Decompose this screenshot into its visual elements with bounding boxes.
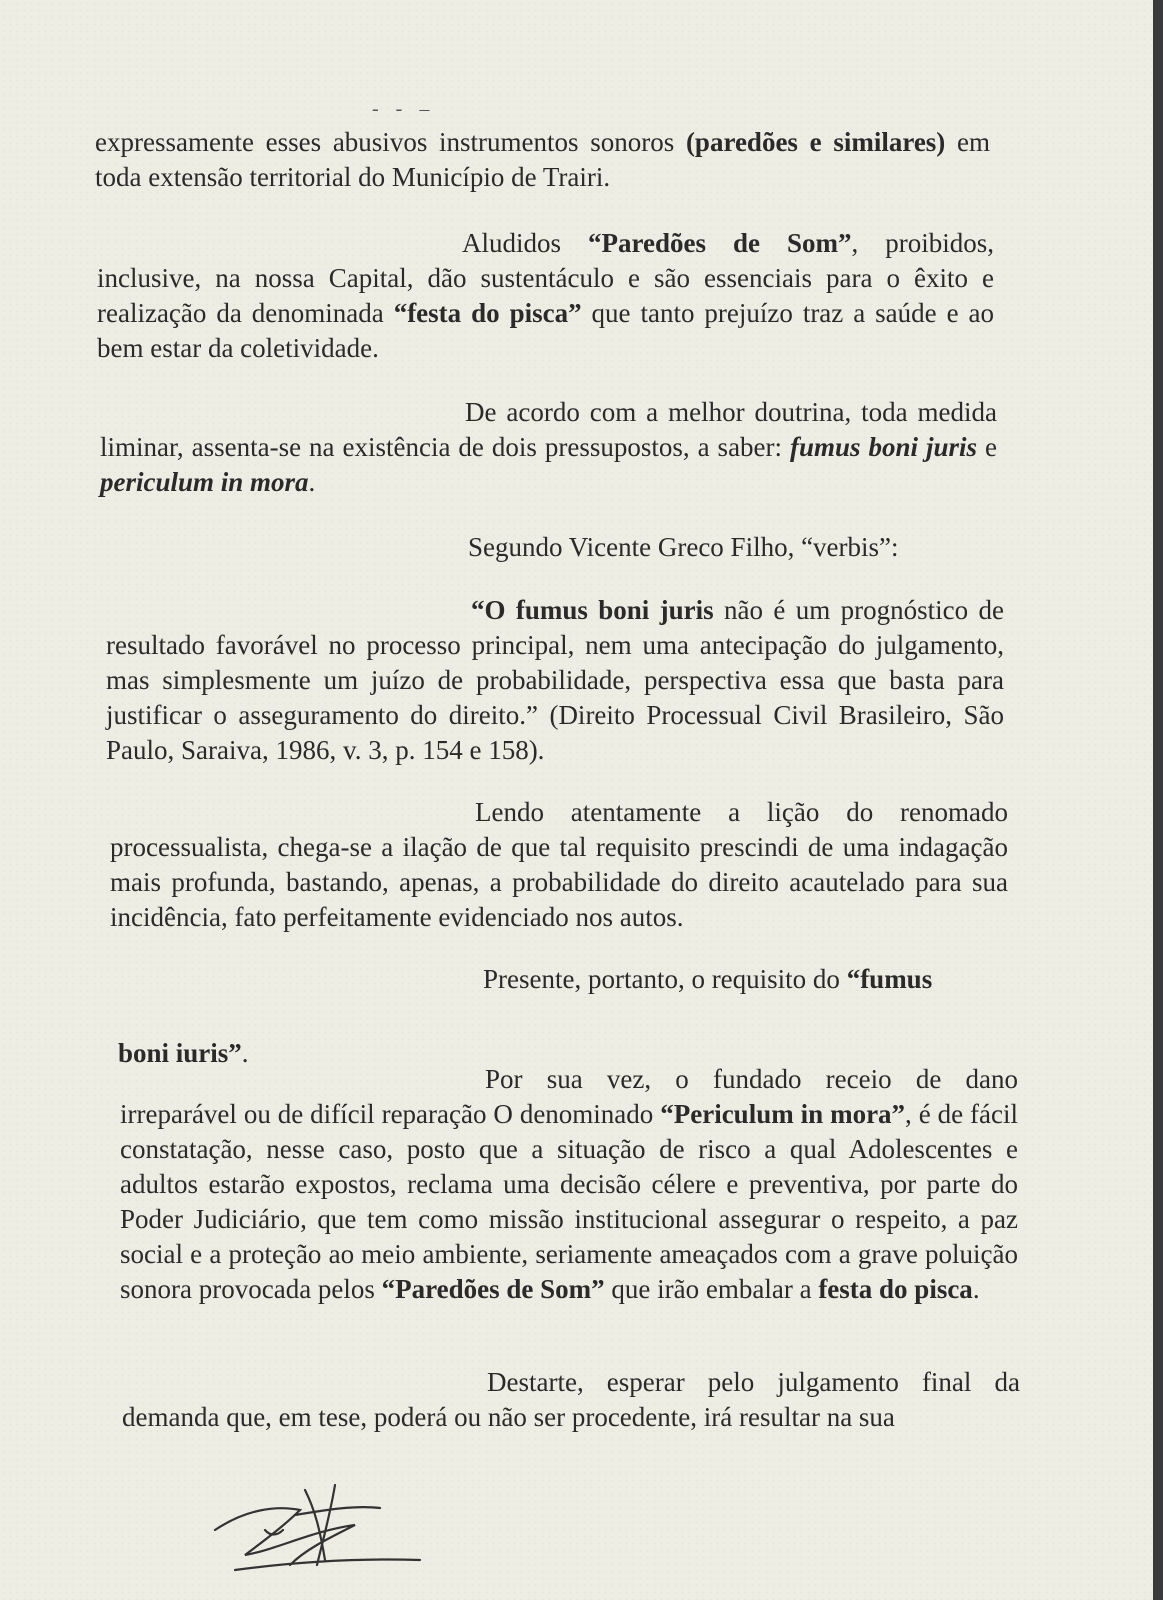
scan-edge [1153,0,1163,1600]
paragraph-8: Por sua vez, o fundado receio de dano irreparável ou de difícil reparação O denominado “Periculum in mora”, é de fácil constatação, nesse caso, posto que a situação de risco a qual Adolescentes e adultos estarão expostos, reclama uma decisão célere e preventiva, por parte do Poder Judiciário, que tem como missão institucional assegurar o respeito, a paz social e a proteção ao meio ambiente, seriamente ameaçados com a grave poluição sonora provocada pelos “Paredões de Som” que irão embalar a festa do pisca. [120,1064,1019,1304]
paragraph-9: Destarte, esperar pelo julgamento final da demanda que, em tese, poderá ou não ser procedente, irá resultar na sua [122,1367,1020,1432]
paragraph-1: expressamente esses abusivos instrumentos sonoros (paredões e similares) em toda extensão territorial do Município de Trairi. [95,127,990,192]
paragraph-3: De acordo com a melhor doutrina, toda medida liminar, assenta-se na existência de dois pressupostos, a saber: fumus boni juris e periculum in mora. [100,397,998,497]
paragraph-6: Lendo atentamente a lição do renomado processualista, chega-se a ilação de que tal requisito prescindi de uma indagação mais profunda, bastando, apenas, a probabilidade do direito acautelado para sua incidência, fato perfeitamente evidenciado nos autos. [110,797,1008,932]
paragraph-7: Presente, portanto, o requisito do “fumus boni iuris”. [118,964,933,1068]
quote-paragraph: “O fumus boni juris não é um prognóstico de resultado favorável no processo principal, nem uma antecipação do julgamento, mas simplesmente um juízo de probabilidade, perspectiva essa que basta para justificar o asseguramento do direito.” (Direito Processual Civil Brasileiro, São Paulo, Saraiva, 1986, v. 3, p. 154 e 158). [106,595,1004,765]
header-dashes: - - – [372,98,436,120]
paragraph-4: Segundo Vicente Greco Filho, “verbis”: [468,532,899,562]
signature-icon [205,1470,435,1580]
paragraph-2: Aludidos “Paredões de Som”, proibidos, inclusive, na nossa Capital, dão sustentáculo e são essenciais para o êxito e realização da denominada “festa do pisca” que tanto prejuízo traz a saúde e ao bem estar da coletividade. [97,228,995,363]
